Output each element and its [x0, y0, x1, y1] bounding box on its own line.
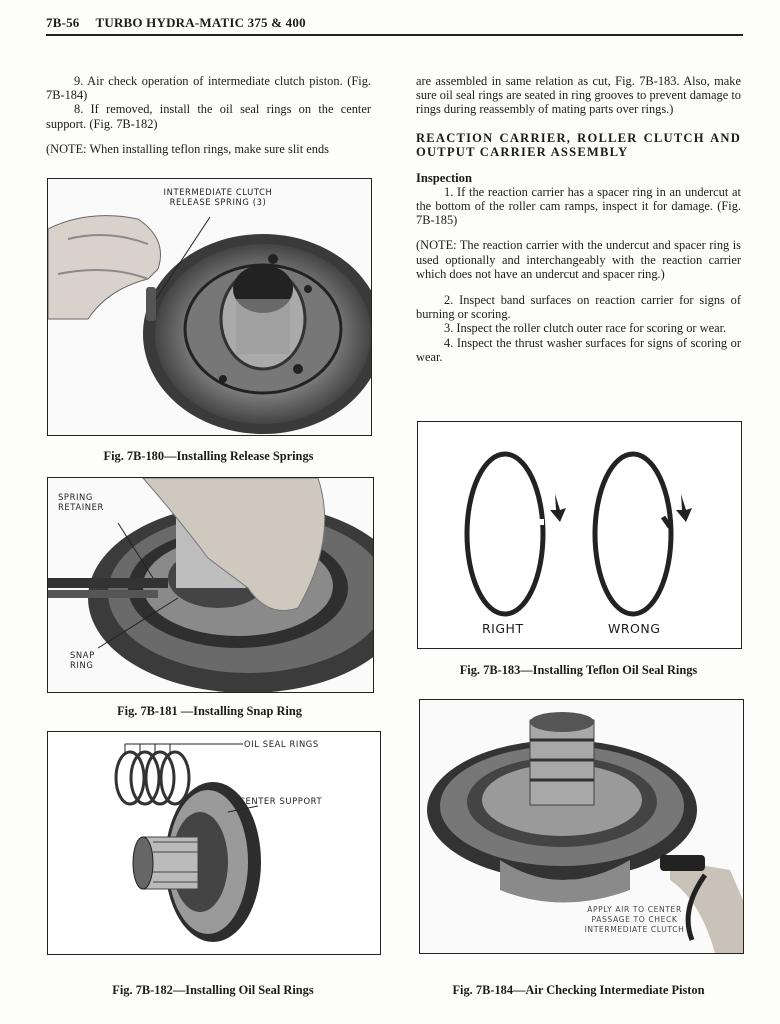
figure-7b-184 [419, 699, 744, 954]
spring-retainer-label: SPRING RETAINER [58, 492, 104, 512]
right-label: RIGHT [482, 621, 524, 636]
note-end: are assembled in same relation as cut, Fig. 7B-183. Also, make sure oil seal rings are seated in ring grooves to prevent damage to rings during reassembly of mating parts over rings.) [416, 74, 741, 117]
figure-7b-180 [47, 178, 372, 436]
section-heading: REACTION CARRIER, ROLLER CLUTCH AND OUTPUT CARRIER ASSEMBLY [416, 130, 741, 159]
figure-7b-181 [47, 477, 374, 693]
page-header [46, 14, 743, 36]
step-2: 2. Inspect band surfaces on reaction carrier for signs of burning or scoring. [416, 293, 741, 322]
figure-7b-182 [47, 731, 381, 955]
fig182-caption: Fig. 7B-182—Installing Oil Seal Rings [112, 983, 314, 997]
page-number: 7B-56 [46, 15, 80, 30]
step-4: 4. Inspect the thrust washer surfaces for signs of scoring or wear. [416, 335, 741, 364]
left-column-text [46, 74, 371, 156]
fig181-caption: Fig. 7B-181 —Installing Snap Ring [117, 704, 302, 718]
fig183-caption: Fig. 7B-183—Installing Teflon Oil Seal Rings [459, 663, 698, 677]
right-column-text [416, 74, 741, 364]
fig180-label: INTERMEDIATE CLUTCH RELEASE SPRING (3) [163, 187, 273, 207]
step-1: 1. If the reaction carrier has a spacer ring in an undercut at the bottom of the roller cam ramps, inspect it for damage. (Fig. 7B-185) [416, 184, 741, 228]
wrong-label: WRONG [608, 621, 661, 636]
release-springs-photo [48, 179, 371, 435]
arrow-icon [550, 494, 566, 522]
fig180-caption: Fig. 7B-180—Installing Release Springs [103, 449, 314, 463]
step-8: 8. If removed, install the oil seal rings on the center support. (Fig. 7B-182) [46, 102, 371, 131]
step-9: 9. Air check operation of intermediate clutch piston. (Fig. 7B-184) [46, 74, 371, 103]
subheading-inspection: Inspection [416, 170, 472, 185]
teflon-rings-drawing [418, 422, 741, 648]
center-support-label: CENTER SUPPORT [239, 796, 323, 806]
note-2: (NOTE: The reaction carrier with the undercut and spacer ring is used optionally and interchangeably with the reaction carrier which does not have an undercut and spacer ring.) [416, 238, 741, 281]
figure-7b-183 [417, 421, 742, 649]
snap-ring-label: SNAP RING [70, 650, 95, 670]
step-3: 3. Inspect the roller clutch outer race for scoring or wear. [444, 321, 727, 336]
oil-seal-rings-drawing [48, 732, 380, 954]
header-title: TURBO HYDRA-MATIC 375 & 400 [95, 15, 306, 30]
note-start: (NOTE: When installing teflon rings, make sure slit ends [46, 141, 329, 156]
fig184-caption: Fig. 7B-184—Air Checking Intermediate Piston [452, 983, 705, 997]
apply-air-label: APPLY AIR TO CENTER PASSAGE TO CHECK INTERMEDIATE CLUTCH [584, 905, 685, 934]
oil-seal-rings-label: OIL SEAL RINGS [244, 739, 319, 749]
